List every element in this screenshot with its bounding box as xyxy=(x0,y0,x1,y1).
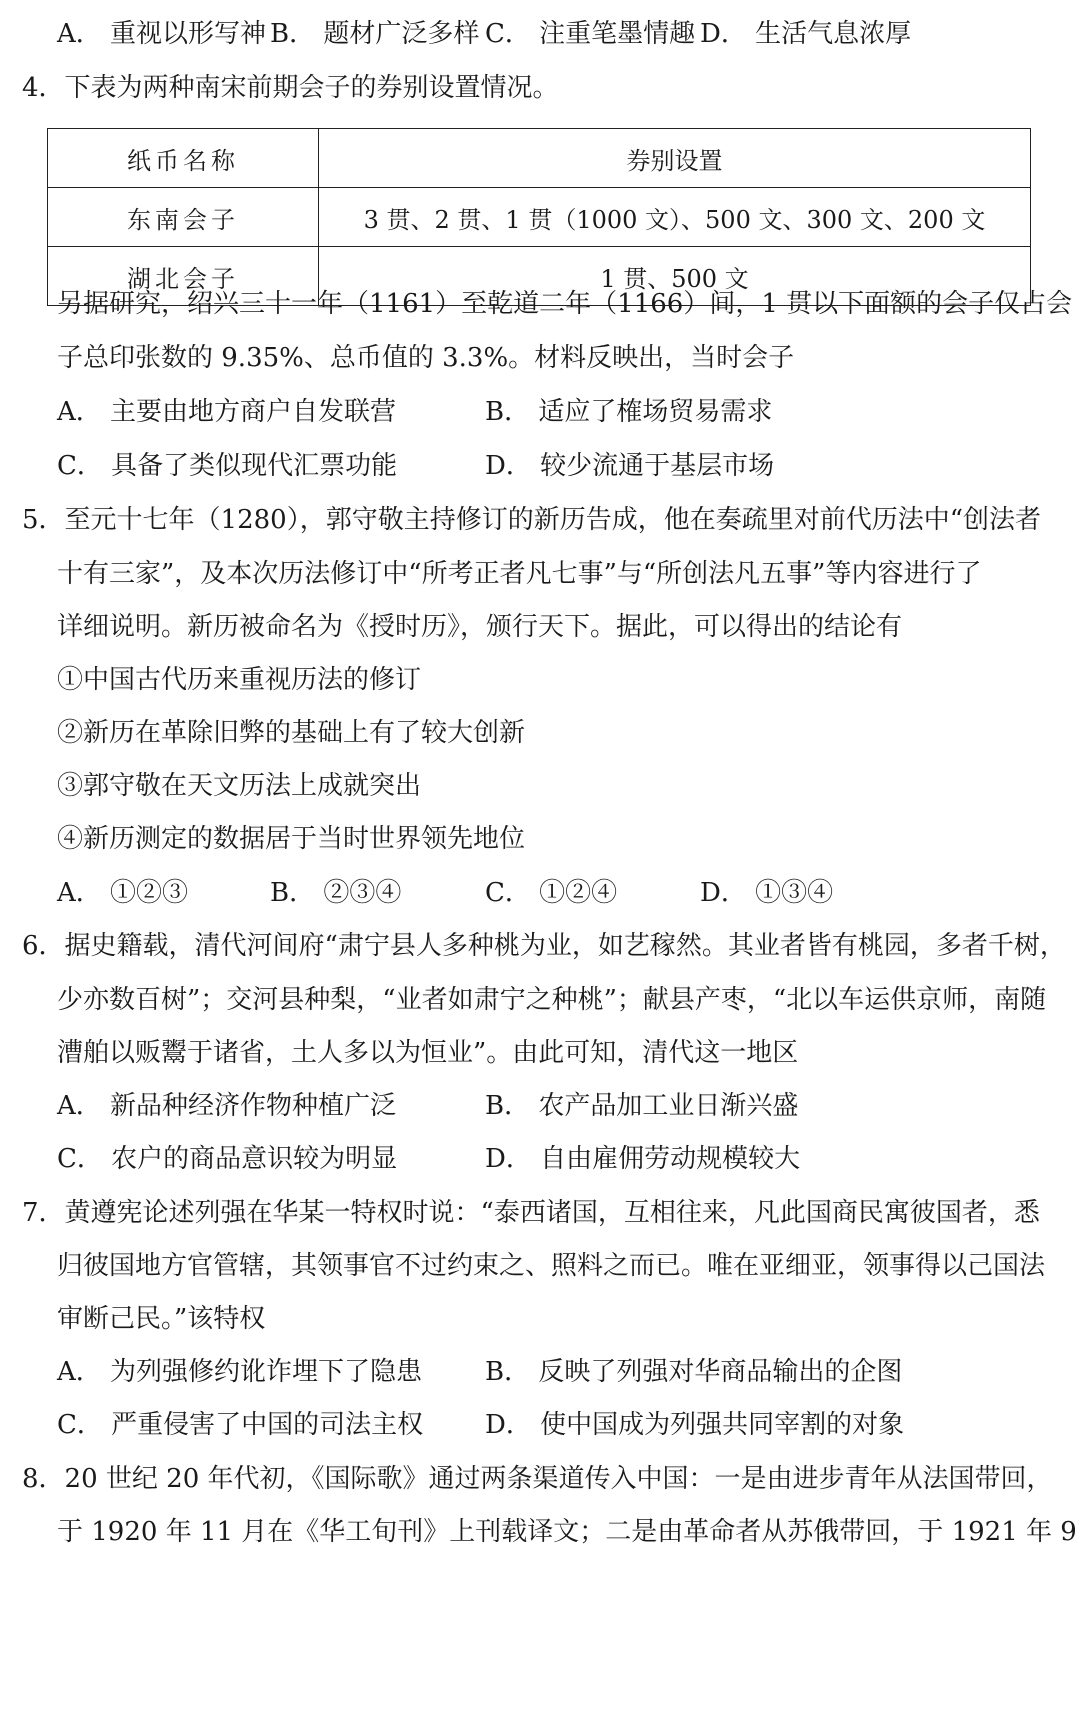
table-cell: 湖北会子 xyxy=(48,247,319,306)
table-cell: 3 贯、2 贯、1 贯（1000 文）、500 文、300 文、200 文 xyxy=(319,188,1031,247)
q7-option-d: D． 使中国成为列强共同宰割的对象 xyxy=(485,1410,905,1440)
q6-option-a: A． 新品种经济作物种植广泛 xyxy=(57,1091,397,1121)
q4-option-d: D． 较少流通于基层市场 xyxy=(485,451,775,481)
table-header-cell: 券别设置 xyxy=(319,129,1031,188)
q6-line-1: 6．据史籍载，清代河间府“肃宁县人多种桃为业，如艺稼然。其业者皆有桃园，多者千树， xyxy=(22,931,1066,961)
q3-option-c: C． 注重笔墨情趣 xyxy=(485,19,696,49)
table-header-cell: 纸币名称 xyxy=(48,129,319,188)
q3-option-a: A． 重视以形写神 xyxy=(57,19,267,49)
q4-option-b: B． 适应了榷场贸易需求 xyxy=(485,397,773,427)
q5-item-1: ①中国古代历来重视历法的修订 xyxy=(57,665,422,695)
q5-item-2: ②新历在革除旧弊的基础上有了较大创新 xyxy=(57,718,526,748)
q4-text-line-1: 另据研究，绍兴三十一年（1161）至乾道二年（1166）间，1 贯以下面额的会子仅占会 xyxy=(57,289,1073,319)
q5-line-3: 详细说明。新历被命名为《授时历》，颁行天下。据此，可以得出的结论有 xyxy=(57,612,903,642)
q7-line-1: 7．黄遵宪论述列强在华某一特权时说：“泰西诸国，互相往来，凡此国商民寓彼国者，悉 xyxy=(22,1198,1040,1228)
q6-option-b: B． 农产品加工业日渐兴盛 xyxy=(485,1091,799,1121)
table-cell: 1 贯、500 文 xyxy=(319,247,1031,306)
q6-option-d: D． 自由雇佣劳动规模较大 xyxy=(485,1144,801,1174)
q7-line-3: 审断己民。”该特权 xyxy=(57,1304,266,1334)
q6-line-3: 漕舶以贩鬻于诸省，土人多以为恒业”。由此可知，清代这一地区 xyxy=(57,1038,799,1068)
q7-line-2: 归彼国地方官管辖，其领事官不过约束之、照料之而已。唯在亚细亚，领事得以己国法 xyxy=(57,1251,1046,1281)
table-cell: 东南会子 xyxy=(48,188,319,247)
q8-line-1: 8．20 世纪 20 年代初，《国际歌》通过两条渠道传入中国：一是由进步青年从法国带回， xyxy=(22,1464,1053,1494)
q7-option-b: B． 反映了列强对华商品输出的企图 xyxy=(485,1357,903,1387)
q7-option-a: A． 为列强修约讹诈埋下了隐患 xyxy=(57,1357,423,1387)
q4-table xyxy=(47,128,1031,306)
q5-line-1: 5．至元十七年（1280），郭守敬主持修订的新历告成，他在奏疏里对前代历法中“创法者 xyxy=(22,505,1042,535)
q5-option-b: B． ②③④ xyxy=(270,878,402,908)
q7-option-c: C． 严重侵害了中国的司法主权 xyxy=(57,1410,424,1440)
q4-stem: 4．下表为两种南宋前期会子的券别设置情况。 xyxy=(22,73,559,103)
q6-option-c: C． 农户的商品意识较为明显 xyxy=(57,1144,398,1174)
q4-option-a: A． 主要由地方商户自发联营 xyxy=(57,397,397,427)
q5-option-d: D． ①③④ xyxy=(700,878,834,908)
q5-item-3: ③郭守敬在天文历法上成就突出 xyxy=(57,771,422,801)
q6-line-2: 少亦数百树”；交河县种梨，“业者如肃宁之种桃”；献县产枣，“北以车运供京师，南随 xyxy=(57,985,1047,1015)
q5-option-c: C． ①②④ xyxy=(485,878,618,908)
q5-line-2: 十有三家”，及本次历法修订中“所考正者凡七事”与“所创法凡五事”等内容进行了 xyxy=(57,559,982,589)
q5-option-a: A． ①②③ xyxy=(57,878,189,908)
table-row xyxy=(48,188,1031,247)
q4-option-c: C． 具备了类似现代汇票功能 xyxy=(57,451,398,481)
table-header-row xyxy=(48,129,1031,188)
q5-item-4: ④新历测定的数据居于当时世界领先地位 xyxy=(57,824,526,854)
q4-text-line-2: 子总印张数的 9.35%、总币值的 3.3%。材料反映出，当时会子 xyxy=(57,343,795,373)
q8-line-2: 于 1920 年 11 月在《华工旬刊》上刊载译文；二是由革命者从苏俄带回，于 1921 年 9 xyxy=(57,1517,1077,1547)
q3-option-d: D． 生活气息浓厚 xyxy=(700,19,912,49)
q3-option-b: B． 题材广泛多样 xyxy=(270,19,480,49)
